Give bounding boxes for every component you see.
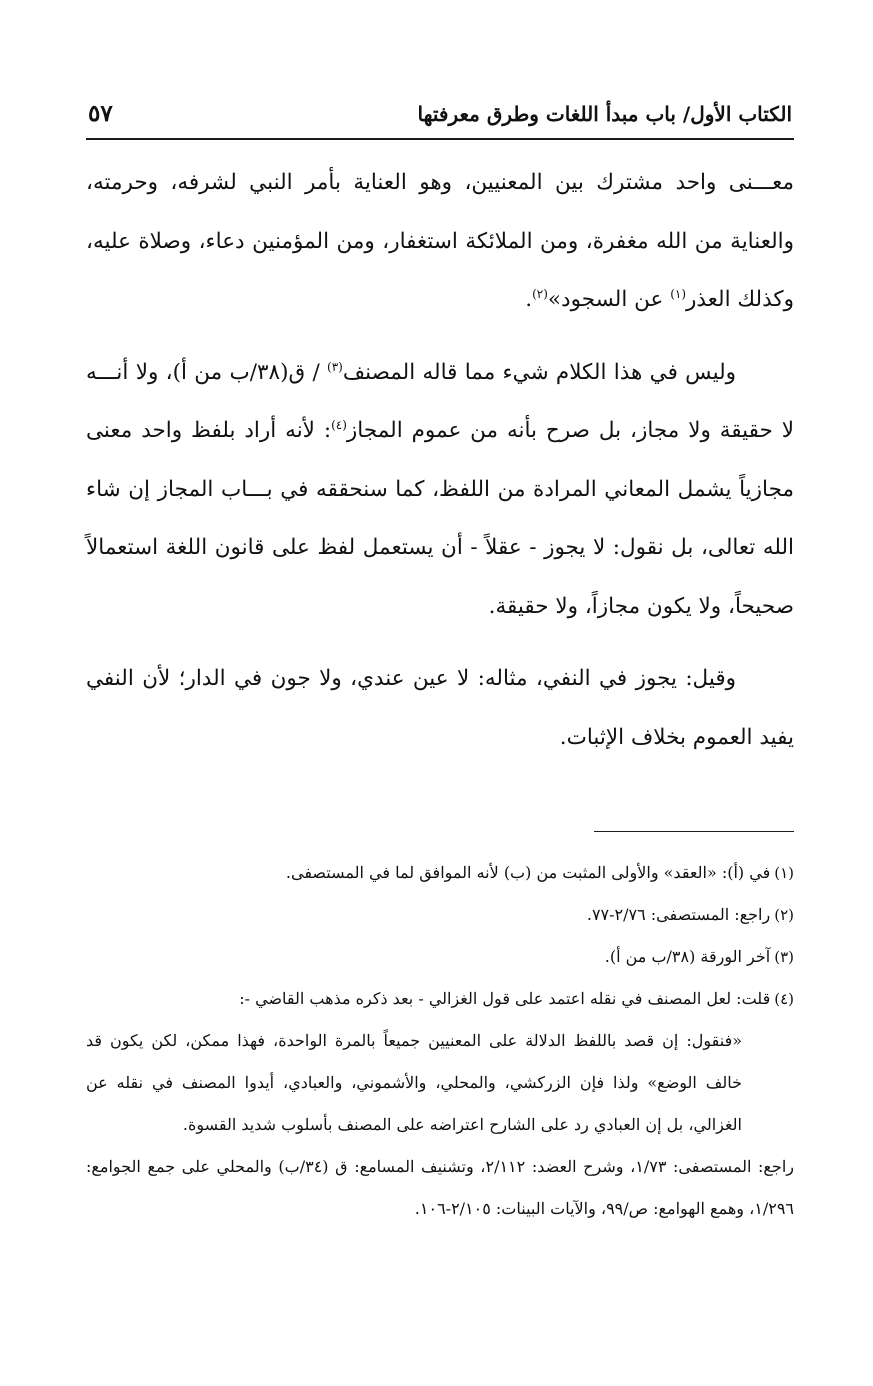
- book-page: [86, 98, 794, 1298]
- running-header-title: الكتاب الأول/ باب مبدأ اللغات وطرق معرفتها: [417, 102, 792, 126]
- page-number: ٥٧: [88, 100, 113, 127]
- paragraph-2-text-b: / ق(٣٨/ب من أ)، ولا أنـــه لا حقيقة ولا مجاز، بل صرح بأنه من عموم المجاز: [86, 359, 794, 443]
- paragraph-3: وقيل: يجوز في النفي، مثاله: لا عين عندي، ولا جون في الدار؛ لأن النفي يفيد العموم بخلاف الإثبات.: [86, 666, 794, 750]
- footnote-ref-2: (٢): [532, 286, 548, 301]
- footnote-ref-4: (٤): [331, 417, 347, 432]
- paragraph-2-text-c: : لأنه أراد بلفظ واحد معنى مجازياً يشمل المعاني المرادة من اللفظ، كما سنحققه في بـــاب المجاز إن شاء الله تعالى، بل نقول: لا يجوز - عقلاً - أن يستعمل لفظ على قانون اللغة استعمالاً صحيحاً، ولا يكون مجازاً، ولا حقيقة.: [86, 418, 794, 619]
- footnote-4-number: (٤): [774, 990, 794, 1008]
- paragraph-1-end: عن السجود»: [547, 287, 671, 312]
- footnote-3: [86, 936, 794, 978]
- paragraph-2: [86, 344, 794, 637]
- footnote-2-number: (٢): [774, 906, 794, 924]
- main-text: [86, 154, 794, 767]
- footnote-separator: [594, 831, 794, 832]
- paragraph-1: [86, 154, 794, 330]
- footnotes: [86, 852, 794, 1230]
- footnote-3-text: آخر الورقة (٣٨/ب من أ).: [604, 947, 771, 966]
- footnote-4-text-a: قلت: لعل المصنف في نقله اعتمد على قول الغزالي - بعد ذكره مذهب القاضي -:: [239, 989, 771, 1008]
- paragraph-1-tail: .: [525, 287, 533, 312]
- footnote-1-number: (١): [774, 864, 794, 882]
- footnote-2-text: راجع: المستصفى: ٢/٧٦-٧٧.: [586, 905, 771, 924]
- paragraph-1-text: معـــنى واحد مشترك بين المعنيين، وهو العناية بأمر النبي لشرفه، وحرمته، والعناية من الله مغفرة، ومن الملائكة استغفار، ومن المؤمنين دعاء، وصلاة عليه، وكذلك العذر: [86, 170, 794, 312]
- footnote-ref-3: (٣): [327, 359, 343, 374]
- paragraph-2-text-a: وليس في هذا الكلام شيء مما قاله المصنف: [342, 359, 737, 385]
- footnote-ref-1: (١): [670, 286, 687, 301]
- footnote-1: [86, 852, 794, 894]
- footnote-3-number: (٣): [774, 948, 794, 966]
- running-header: [86, 98, 794, 140]
- footnote-2: [86, 894, 794, 936]
- footnote-4: [86, 978, 794, 1020]
- footnote-4-references: راجع: المستصفى: ١/٧٣، وشرح العضد: ٢/١١٢، وتشنيف المسامع: ق (٣٤/ب) والمحلي على جمع الجوامع: ١/٢٩٦، وهمع الهوامع: ص/٩٩، والآيات البينات: ٢/١٠٥-١٠٦.: [86, 1157, 794, 1218]
- footnote-4-quote: «فنقول: إن قصد باللفظ الدلالة على المعنيين جميعاً بالمرة الواحدة، فهذا ممكن، لكن يكون قد خالف الوضع» ولذا فإن الزركشي، والمحلي، والأشموني، والعبادي، أيدوا المصنف في نقله عن الغزالي، بل إن العبادي رد على الشارح اعتراضه على المصنف بأسلوب شديد القسوة.: [86, 1031, 743, 1134]
- footnote-1-text: في (أ): «العقد» والأولى المثبت من (ب) لأنه الموافق لما في المستصفى.: [285, 863, 771, 882]
